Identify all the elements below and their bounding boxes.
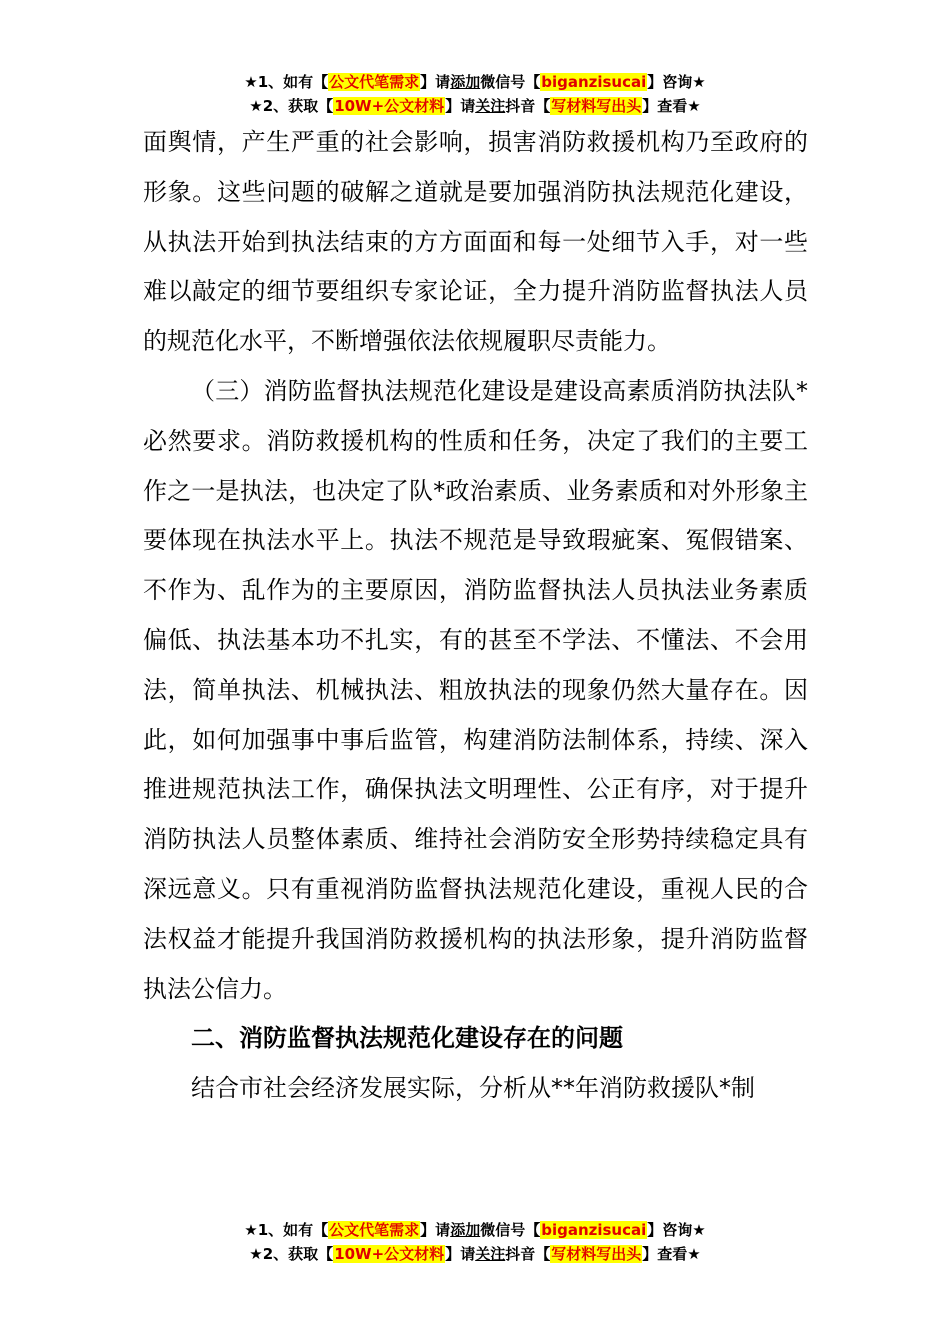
document-body [143, 118, 808, 1114]
banner-text: 抖音【 [505, 1245, 551, 1263]
paragraph-3: 结合市社会经济发展实际，分析从**年消防救援队*制 [191, 1074, 755, 1103]
section-heading: 二、消防监督执法规范化建设存在的问题 [191, 1024, 623, 1053]
banner-text: 微信号【 [480, 1221, 541, 1239]
banner-text: 微信号【 [480, 73, 541, 91]
banner-text: ★2、获取【 [249, 1245, 334, 1263]
paragraph-2: （三）消防监督执法规范化建设是建设高素质消防执法队*必然要求。消防救援机构的性质和任务，决定了我们的主要工作之一是执法，也决定了队*政治素质、业务素质和对外形象主要体现在执法水平上。执法不规范是导致瑕疵案、冤假错案、不作为、乱作为的主要原因，消防监督执法人员执法业务素质偏低、执法基本功不扎实，有的甚至不学法、不懂法、不会用法，简单执法、机械执法、粗放执法的现象仍然大量存在。因此，如何加强事中事后监管，构建消防法制体系，持续、深入推进规范执法工作，确保执法文明理性、公正有序，对于提升消防执法人员整体素质、维持社会消防安全形势持续稳定具有深远意义。只有重视消防监督执法规范化建设，重视人民的合法权益才能提升我国消防救援机构的执法形象，提升消防监督执法公信力。 [143, 376, 808, 1003]
header-banner [0, 70, 950, 118]
banner-highlight: 公文代笔需求 [329, 1221, 420, 1239]
banner-text: 】请 [445, 1245, 476, 1263]
banner-highlight: 10W+公文材料 [334, 1245, 445, 1263]
footer-banner [0, 1218, 950, 1266]
banner-text: 】请 [420, 73, 451, 91]
banner-text: 】咨询★ [647, 1221, 706, 1239]
banner-highlight: 写材料写出头 [551, 1245, 642, 1263]
banner-text: 抖音【 [505, 97, 551, 115]
banner-highlight: 10W+公文材料 [334, 97, 445, 115]
banner-text: 】咨询★ [647, 73, 706, 91]
banner-line-1 [0, 1218, 950, 1242]
banner-underline: 关注 [475, 97, 506, 115]
banner-text: 】查看★ [642, 1245, 701, 1263]
banner-line-1 [0, 70, 950, 94]
banner-line-2 [0, 94, 950, 118]
banner-text: ★2、获取【 [249, 97, 334, 115]
banner-underline: 添加 [450, 73, 481, 91]
paragraph-1: 面舆情，产生严重的社会影响，损害消防救援机构乃至政府的形象。这些问题的破解之道就是要加强消防执法规范化建设，从执法开始到执法结束的方方面面和每一处细节入手，对一些难以敲定的细节要组织专家论证，全力提升消防监督执法人员的规范化水平，不断增强依法依规履职尽责能力。 [143, 128, 808, 356]
banner-highlight: biganzisucai [541, 73, 647, 91]
banner-highlight: biganzisucai [541, 1221, 647, 1239]
banner-line-2 [0, 1242, 950, 1266]
banner-text: 】查看★ [642, 97, 701, 115]
banner-text: ★1、如有【 [244, 73, 329, 91]
banner-highlight: 写材料写出头 [551, 97, 642, 115]
banner-text: 】请 [420, 1221, 451, 1239]
banner-highlight: 公文代笔需求 [329, 73, 420, 91]
banner-underline: 关注 [475, 1245, 506, 1263]
banner-text: 】请 [445, 97, 476, 115]
banner-underline: 添加 [450, 1221, 481, 1239]
banner-text: ★1、如有【 [244, 1221, 329, 1239]
